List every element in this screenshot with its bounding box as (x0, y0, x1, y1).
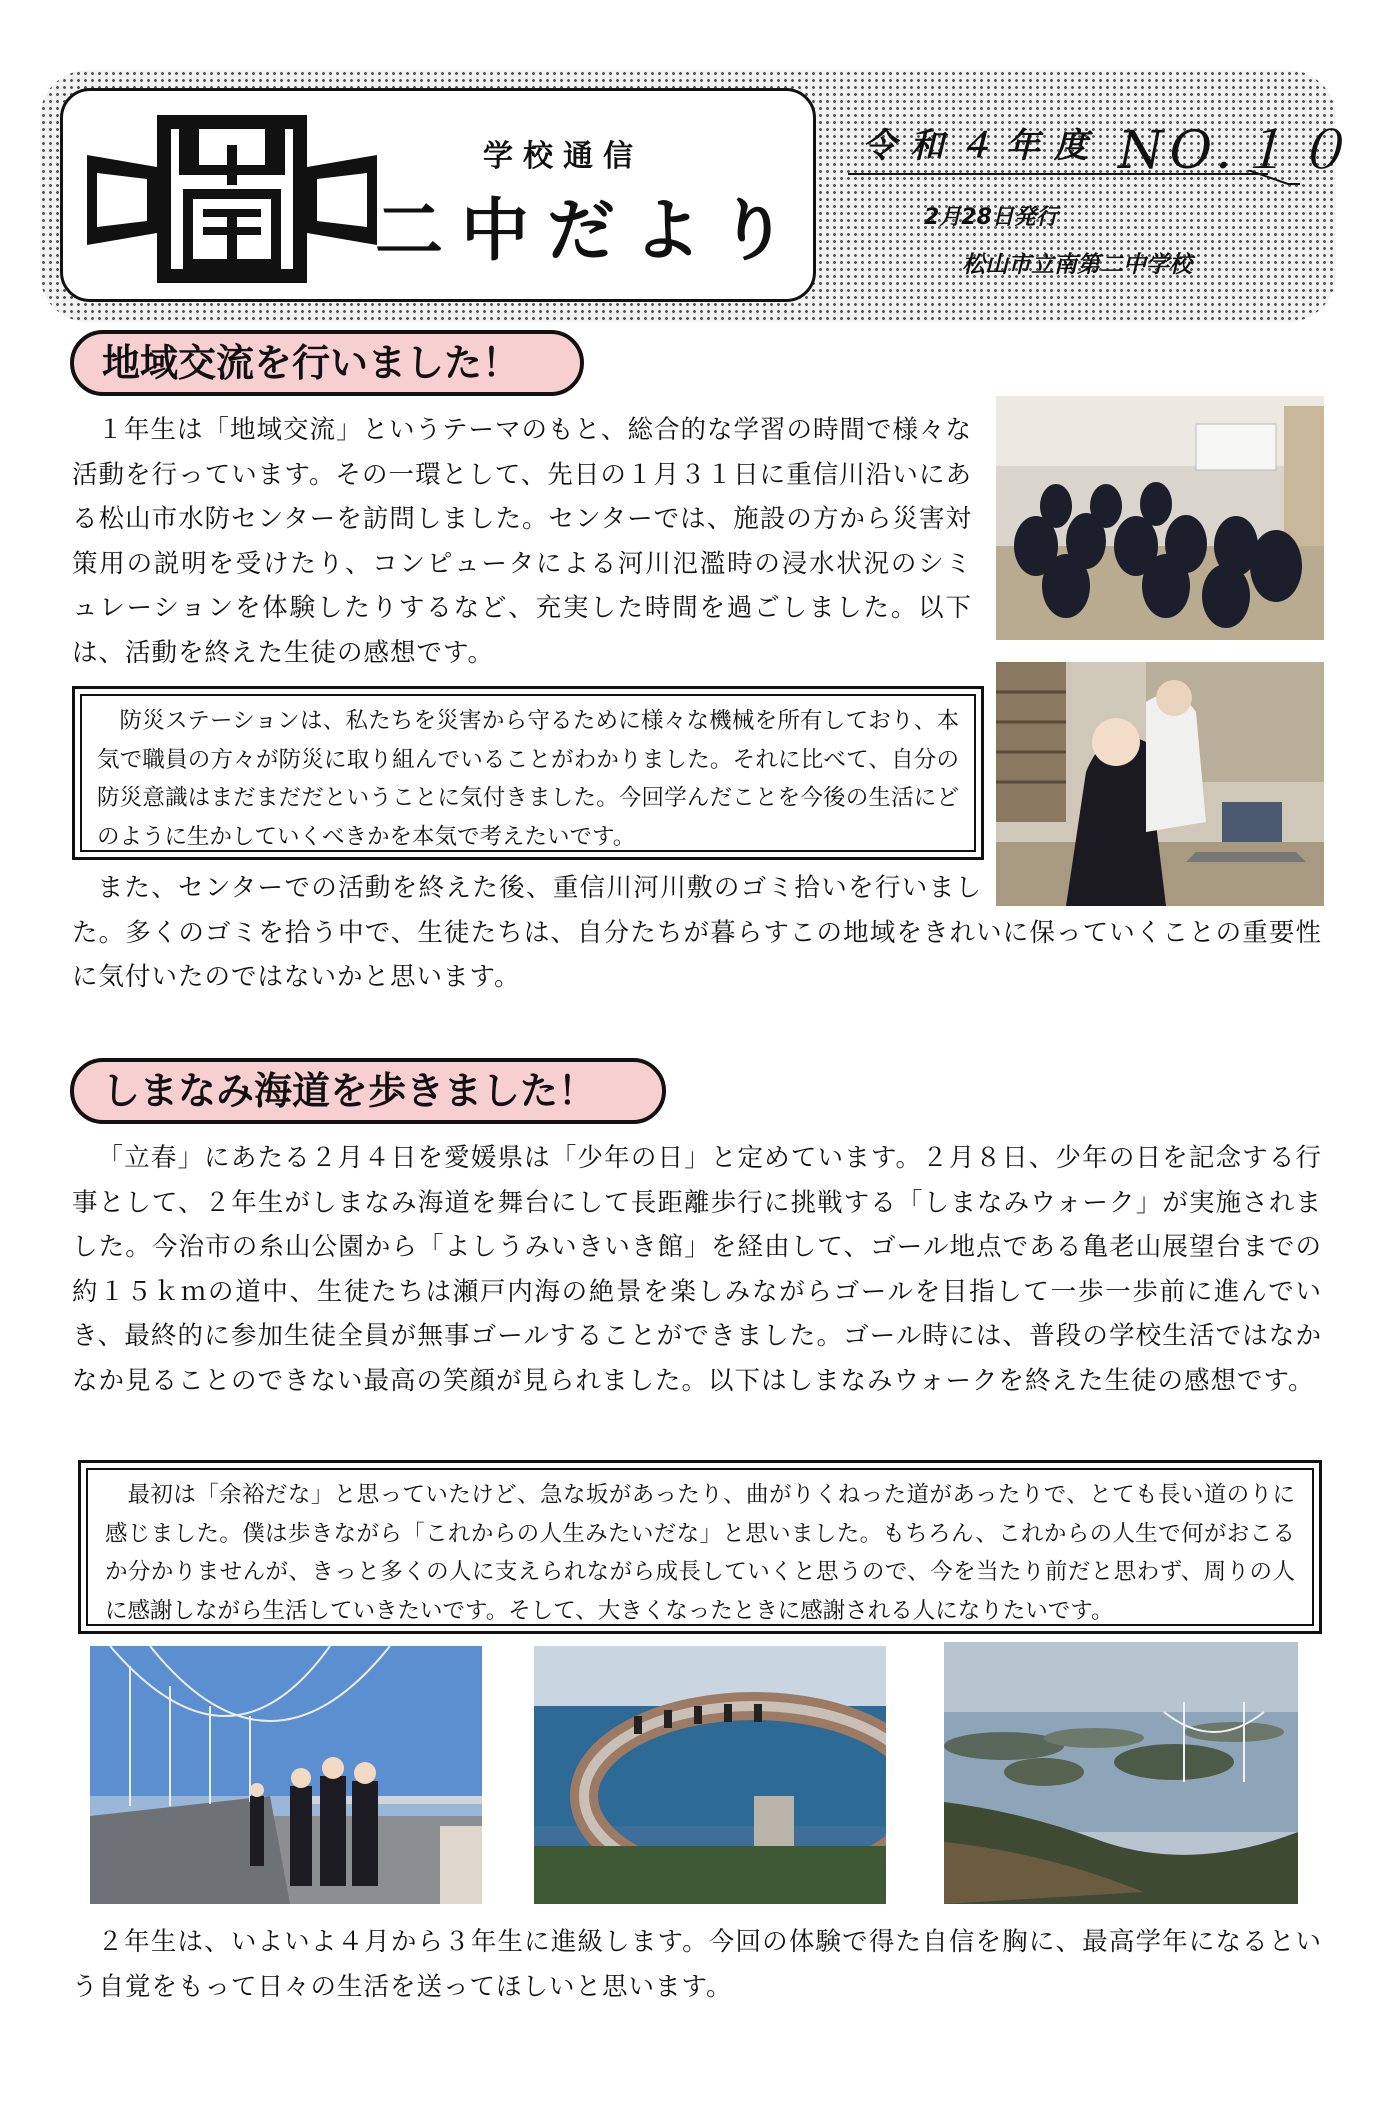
school-name: 松山市立南第二中学校 (962, 252, 1192, 278)
issue-date: 2月28日発行 (924, 205, 1058, 230)
school-logo-icon (87, 115, 377, 283)
issue-underline (848, 170, 1300, 190)
issue-year: 令和４年度 (862, 126, 1102, 166)
student-comment-box-1 (72, 686, 984, 860)
section-heading-shimanami: しまなみ海道を歩きました！ (70, 1058, 666, 1124)
section1-paragraph-1: １年生は「地域交流」というテーマのもと、総合的な学習の時間で様々な活動を行っています。その一環として、先日の１月３１日に重信川沿いにある松山市水防センターを訪問しました。センターでは、施設の方から災害対策用の説明を受けたり、コンピュータによる河川氾濫時の浸水状況のシミュレーションを体験したりするなど、充実した時間を過ごしました。以下は、活動を終えた生徒の感想です。 (72, 415, 973, 668)
section2-paragraph-1: 「立春」にあたる２月４日を愛媛県は「少年の日」と定めています。２月８日、少年の日を記念する行事として、２年生がしまなみ海道を舞台にして長距離歩行に挑戦する「しまなみウォーク」が実施されました。今治市の糸山公園から「よしうみいきいき館」を経由して、ゴール地点である亀老山展望台までの約１５ｋｍの道中、生徒たちは瀬戸内海の絶景を楽しみながらゴールを目指して一歩一歩前に進んでいき、最終的に参加生徒全員が無事ゴールすることができました。ゴール時には、普段の学校生活ではなかなか見ることのできない最高の笑顔が見られました。以下はしまなみウォークを終えた生徒の感想です。 (72, 1143, 1322, 1396)
photo-spiral-ramp (534, 1646, 886, 1904)
student-comment-box-2 (78, 1460, 1322, 1634)
issue-number: NO.１０ (1118, 121, 1354, 181)
student-comment-2: 最初は「余裕だな」と思っていたけど、急な坂があったり、曲がりくねった道があったりで、とても長い道のりに感じました。僕は歩きながら「これからの人生みたいだな」と思いました。もちろん、これからの人生で何がおこるか分かりませんが、きっと多くの人に支えられながら成長していくと思うので、今を当たり前だと思わず、周りの人に感謝しながら生活していきたいです。そして、大きくなったときに感謝される人になりたいです。 (105, 1482, 1295, 1624)
section1-paragraph-2-text: また、センターでの活動を終えた後、重信川河川敷のゴミ拾いを行いました。多くのゴミを拾う中で、生徒たちは、自分たちが暮らすこの地域をきれいに保っていくことの重要性に気付いたのではないかと思います。 (72, 866, 1322, 1000)
student-comment-1: 防災ステーションは、私たちを災害から守るために様々な機械を所有しており、本気で職員の方々が防災に取り組んでいることがわかりました。それに比べて、自分の防災意識はまだまだだということに気付きました。今回学んだことを今後の生活にどのように生かしていくべきかを本気で考えたいです。 (97, 708, 959, 850)
photo-island-view (944, 1642, 1298, 1904)
photo-bridge-walk (90, 1646, 482, 1904)
newsletter-subtitle: 学校通信 (483, 139, 643, 174)
photo-seminar-room (996, 396, 1324, 640)
section-heading-community: 地域交流を行いました！ (70, 330, 584, 396)
newsletter-title: 二中だより (375, 192, 806, 271)
section2-paragraph-2: ２年生は、いよいよ４月から３年生に進級します。今回の体験で得た自信を胸に、最高学年になるという自覚をもって日々の生活を送ってほしいと思います。 (72, 1927, 1322, 2002)
photo-computer-simulation (996, 662, 1324, 906)
title-box (60, 88, 816, 302)
